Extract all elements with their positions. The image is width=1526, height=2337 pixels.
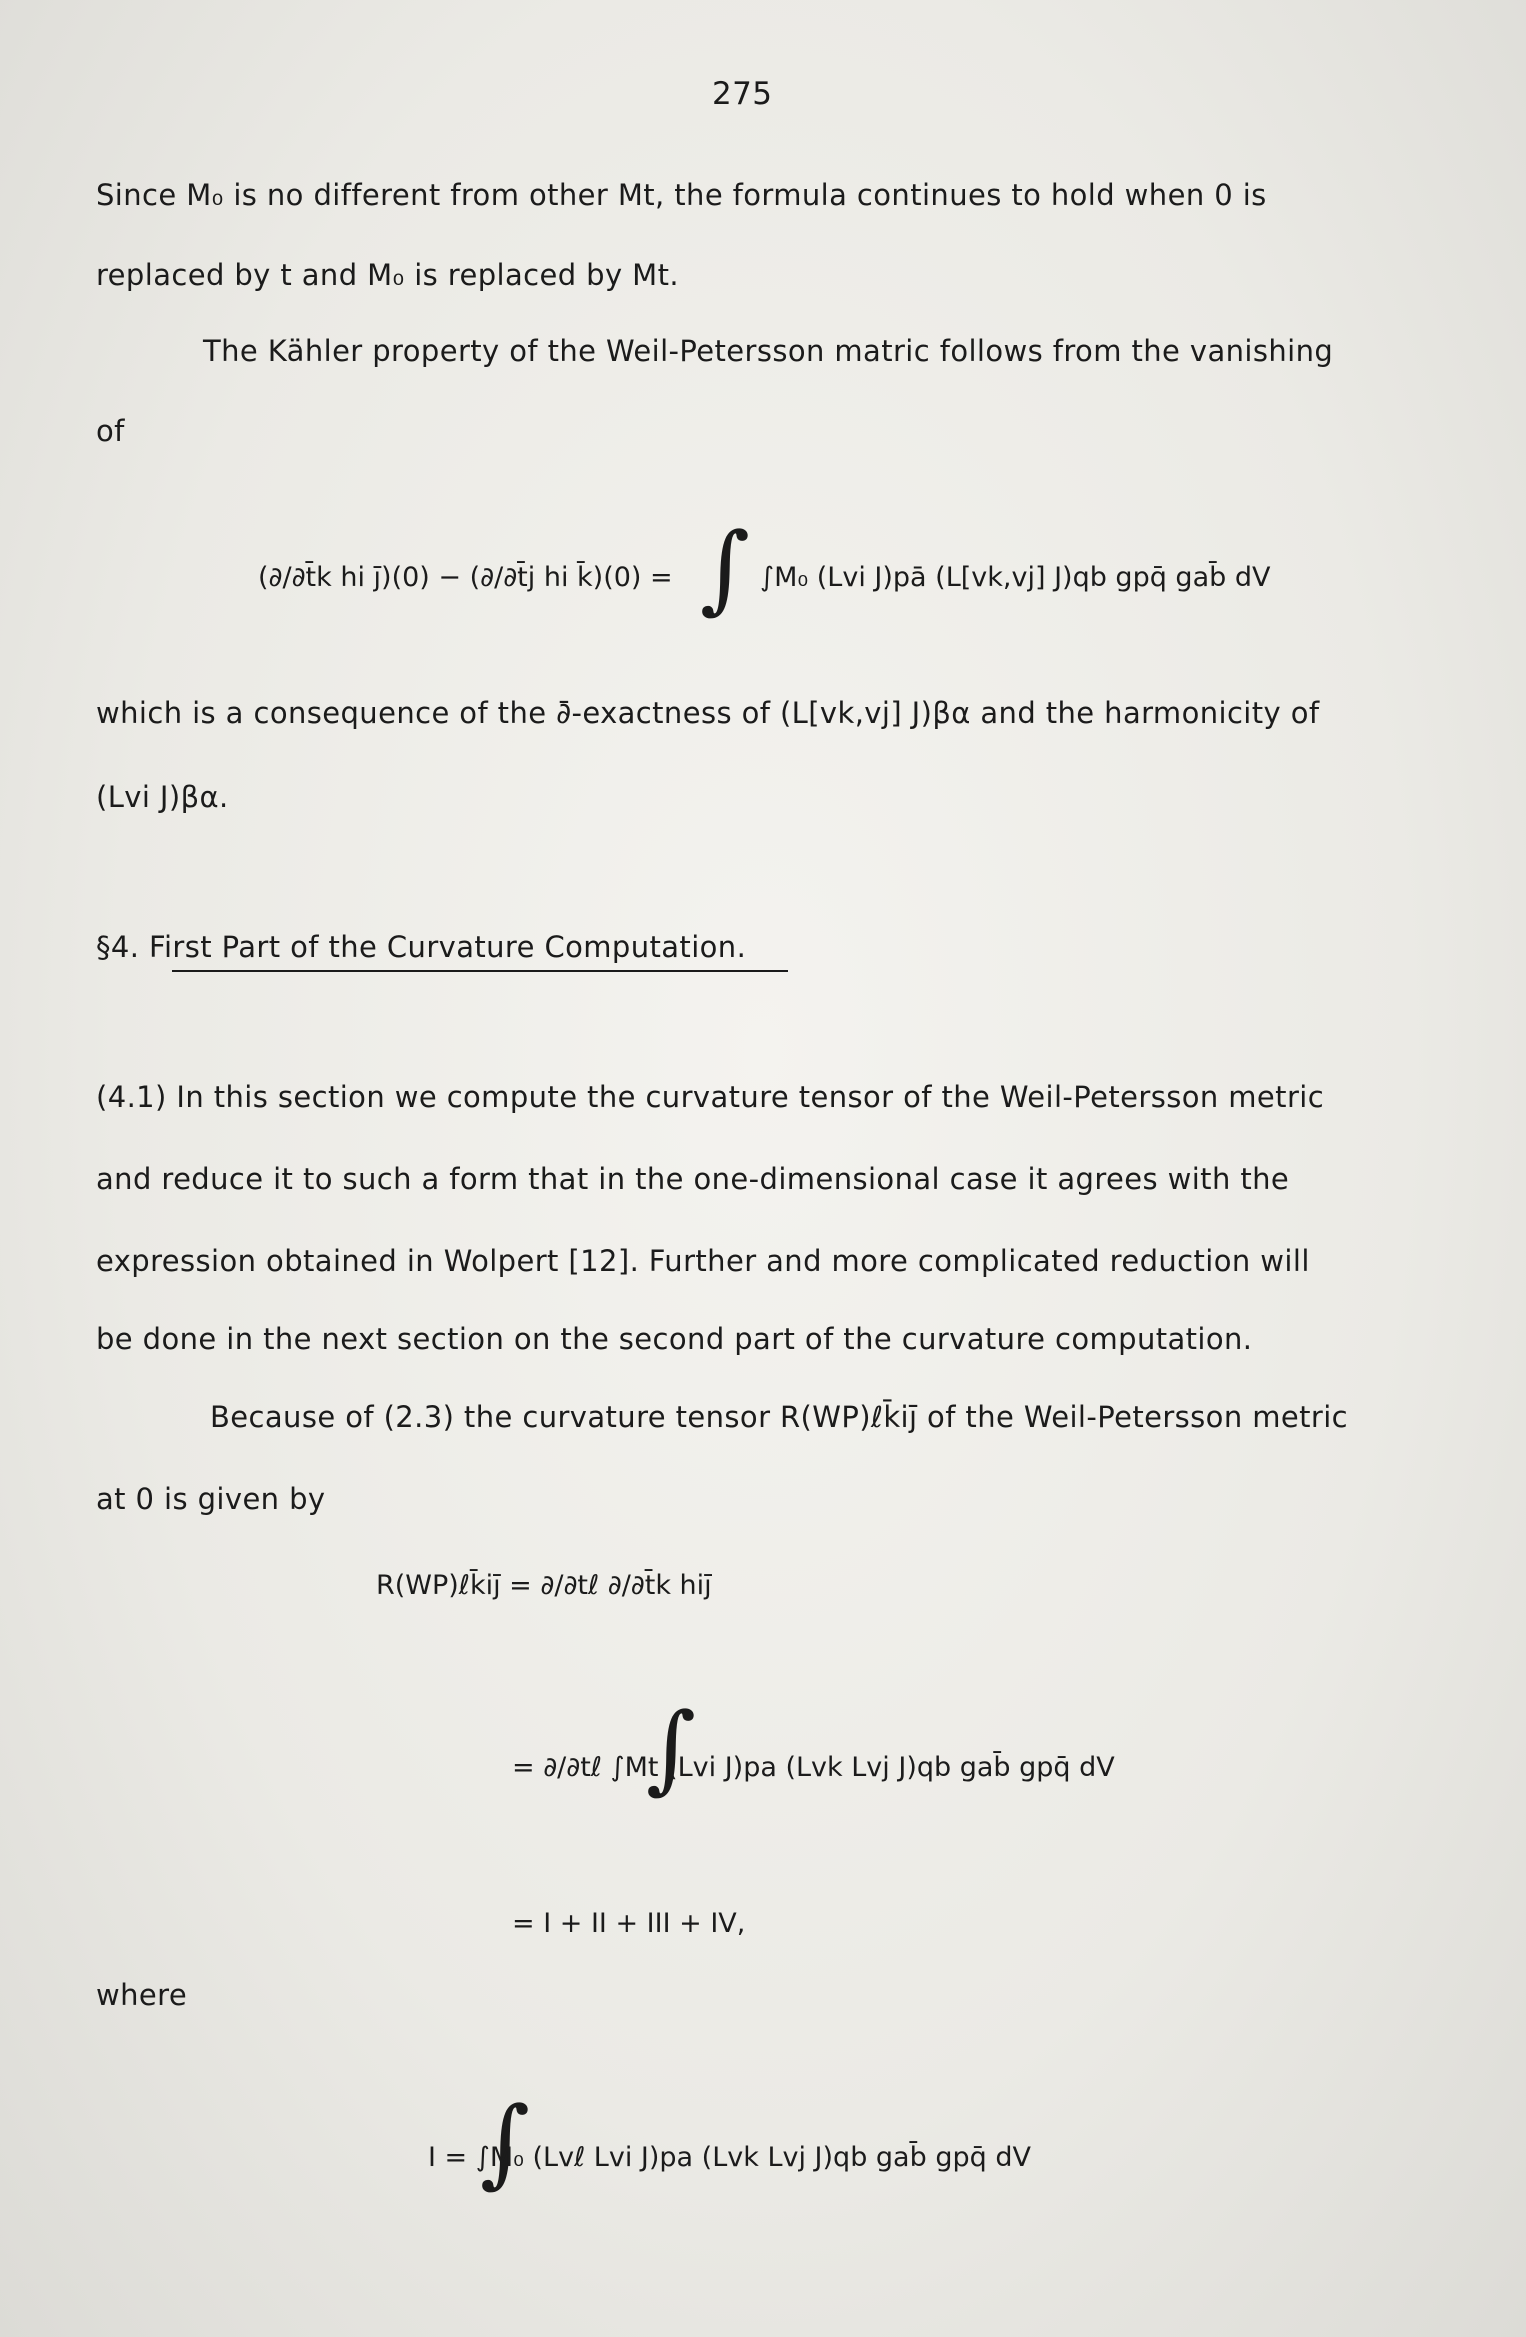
equation-2-line-3: = I + II + III + IV, xyxy=(512,1908,746,1939)
paragraph-1-line-1: Since M₀ is no different from other Mt, the formula continues to hold when 0 is xyxy=(96,178,1267,212)
paragraph-5-line-1: Because of (2.3) the curvature tensor R(WP)ℓk̄ij̄ of the Weil-Petersson metric xyxy=(210,1400,1349,1434)
equation-1-rhs: ∫M₀ (Lvi J)pā (L[vk,vj] J)qb gpq̄ gab̄ dV xyxy=(760,562,1271,593)
paragraph-6-line-1: where xyxy=(96,1978,188,2012)
paragraph-4-line-3: expression obtained in Wolpert [12]. Further and more complicated reduction will xyxy=(96,1244,1310,1278)
paragraph-4-line-1: (4.1) In this section we compute the curvature tensor of the Weil-Petersson metric xyxy=(96,1080,1325,1114)
paragraph-1-line-2: replaced by t and M₀ is replaced by Mt. xyxy=(96,258,679,292)
paragraph-4-line-4: be done in the next section on the second part of the curvature computation. xyxy=(96,1322,1253,1356)
section-heading-underline xyxy=(172,970,788,972)
paragraph-2-line-1: The Kähler property of the Weil-Petersson matric follows from the vanishing xyxy=(203,334,1334,368)
page-number: 275 xyxy=(712,76,773,112)
equation-2-line-1: R(WP)ℓk̄ij̄ = ∂/∂tℓ ∂/∂t̄k hij̄ xyxy=(376,1570,712,1601)
paragraph-2-line-2: of xyxy=(96,414,125,448)
paragraph-5-line-2: at 0 is given by xyxy=(96,1482,326,1516)
equation-2-line-2: = ∂/∂tℓ ∫Mt (Lvi J)pa (Lvk Lvj J)qb gab̄ gpq̄ dV xyxy=(512,1752,1115,1783)
equation-1-lhs: (∂/∂t̄k hi j̄)(0) − (∂/∂t̄j hi k̄)(0) = xyxy=(258,562,673,593)
paragraph-4-line-2: and reduce it to such a form that in the one-dimensional case it agrees with the xyxy=(96,1162,1290,1196)
integral-sign: ∫ xyxy=(480,2086,531,2198)
integral-sign: ∫ xyxy=(700,512,751,624)
integral-sign: ∫ xyxy=(646,1692,697,1804)
equation-3-line-1: I = ∫M₀ (Lvℓ Lvi J)pa (Lvk Lvj J)qb gab̄ gpq̄ dV xyxy=(428,2142,1031,2173)
section-heading: §4. First Part of the Curvature Computation. xyxy=(96,930,747,964)
paragraph-3-line-2: (Lvi J)βα. xyxy=(96,780,229,814)
paragraph-3-line-1: which is a consequence of the ∂̄-exactness of (L[vk,vj] J)βα and the harmonicity of xyxy=(96,696,1320,730)
